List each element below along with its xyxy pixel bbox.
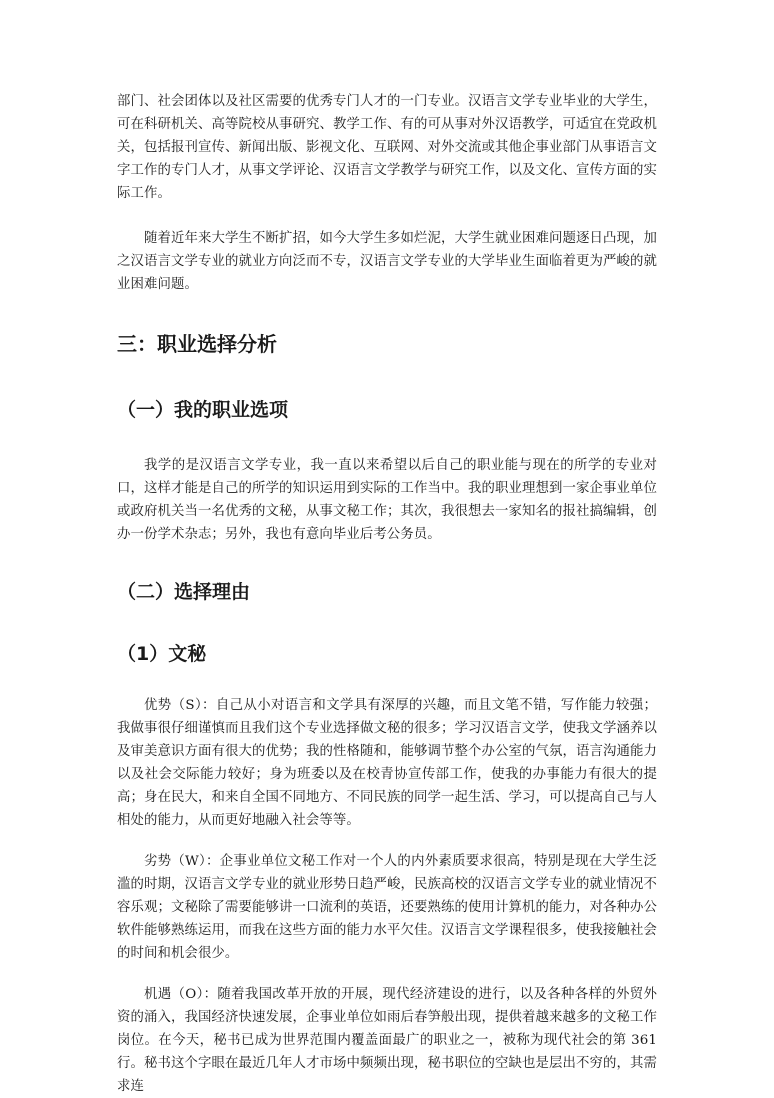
paragraph-strengths: 优势（S）：自己从小对语言和文学具有深厚的兴趣，而且文笔不错，写作能力较强；我做事很仔细谨慎而且我们这个专业选择做文秘的很多；学习汉语言文学，使我文学涵养以及审美意识方面有很大的优势；我的性格随和，能够调节整个办公室的气氛，语言沟通能力以及社会交际能力较好；身为班委以及在校青协宣传部工作，使我的办事能力有很大的提高；身在民大，和来自全国不同地方、不同民族的同学一起生活、学习，可以提高自己与人相处的能力，从而更好地融入社会等等。 [117,698,657,828]
paragraph-career-options: 我学的是汉语言文学专业，我一直以来希望以后自己的职业能与现在的所学的专业对口，这样才能是自己的所学的知识运用到实际的工作当中。我的职业理想到一家企事业单位或政府机关当一名优秀的文秘，从事文秘工作；其次，我很想去一家知名的报社搞编辑，创办一份学术杂志；另外，我也有意向毕业后考公务员。 [117,458,657,542]
heading-career-analysis: 三：职业选择分析 [117,332,277,356]
paragraph-weaknesses: 劣势（W）：企事业单位文秘工作对一个人的内外素质要求很高，特别是现在大学生泛滥的时期，汉语言文学专业的就业形势日趋严峻，民族高校的汉语言文学专业的就业情况不容乐观；文秘除了需要能够讲一口流利的英语，还要熟练的使用计算机的能力，对各种办公软件能够熟练运用，而我在这些方面的能力水平欠佳。汉语言文学课程很多，使我接触社会的时间和机会很少。 [117,854,657,961]
heading-reasons: （二）选择理由 [117,581,251,603]
paragraph-opportunities: 机遇（O）：随着我国改革开放的开展，现代经济建设的进行，以及各种各样的外贸外资的涌入，我国经济快速发展，企事业单位如雨后春笋般出现，提供着越来越多的文秘工作岗位。在今天，秘书已成为世界范围内覆盖面最广的职业之一，被称为现代社会的第 361 行。秘书这个字眼在最近几年人才市场中频频出现，秘书职位的空缺也是层出不穷的，其需求连 [117,987,657,1094]
paragraph-major-overview: 部门、社会团体以及社区需要的优秀专门人才的一门专业。汉语言文学专业毕业的大学生，可在科研机关、高等院校从事研究、教学工作、有的可从事对外汉语教学，可适宜在党政机关，包括报刊宣传、新闻出版、影视文化、互联网、对外交流或其他企事业部门从事语言文字工作的专门人才，从事文学评论、汉语言文学教学与研究工作，以及文化、宣传方面的实际工作。 [117,94,657,201]
heading-my-options: （一）我的职业选项 [117,399,289,421]
paragraph-employment-difficulty: 随着近年来大学生不断扩招，如今大学生多如烂泥，大学生就业困难问题逐日凸现，加之汉语言文学专业的就业方向泛而不专，汉语言文学专业的大学毕业生面临着更为严峻的就业困难问题。 [117,231,657,292]
document-page [117,88,657,1098]
heading-secretary: （1）文秘 [117,643,207,665]
